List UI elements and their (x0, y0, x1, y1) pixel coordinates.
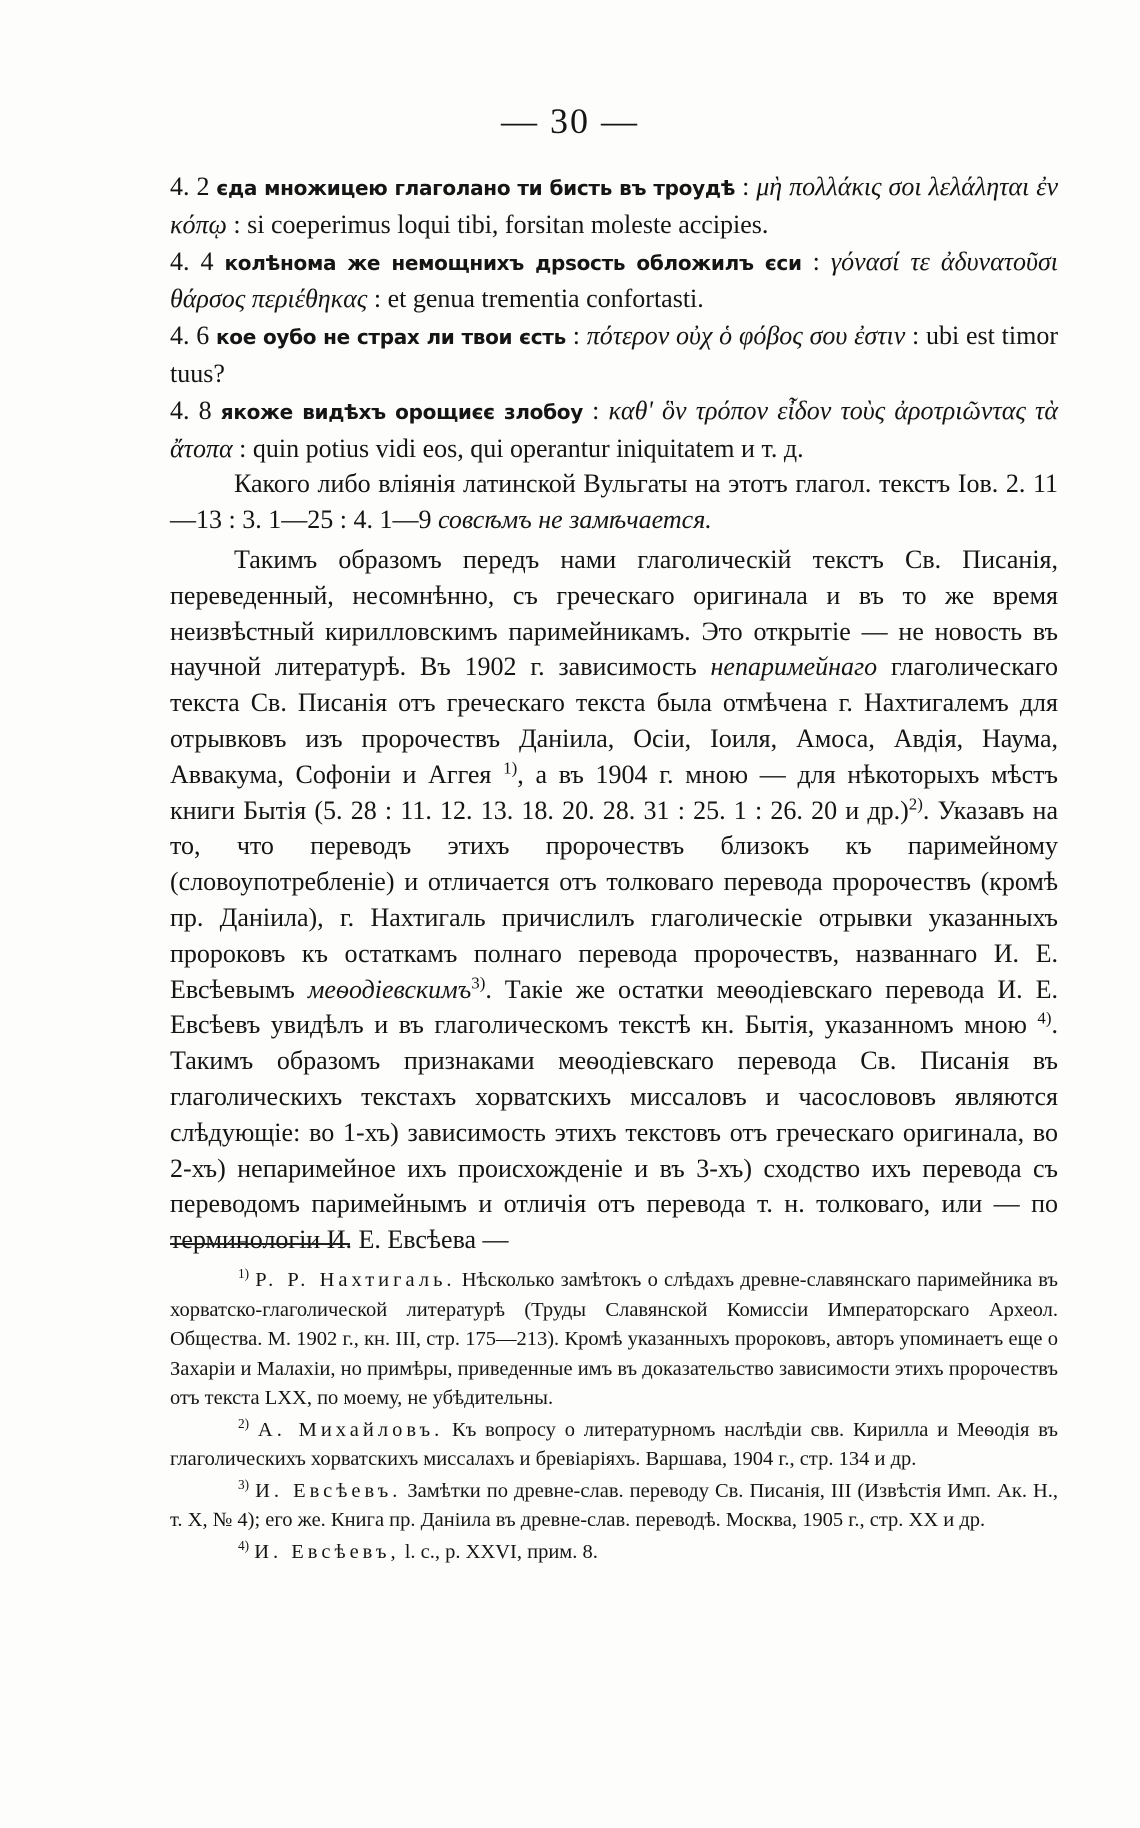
latin-text: et genua trementia confortasti. (387, 284, 704, 314)
latin-text: si coeperimus loqui tibi, forsitan moleste accipies. (247, 209, 769, 239)
slavonic-text: кое оубо не страх ли твои єсть (216, 325, 566, 350)
footnote-ref-2: 2) (908, 793, 923, 813)
slavonic-text: єда множицею глаголано ти бисть въ троудѣ (216, 176, 736, 200)
footnote-2: $^{2)}$ А. Михайловъ. Къ вопросу о литературномъ наслѣдіи свв. Кирилла и Меѳодія въ глаголическихъ хорватскихъ миссалахъ и бревіаріяхъ. Варшава, 1904 г., стр. 134 и др. (170, 1415, 1059, 1470)
greek-text: γόνασί τε ἀδυνατοῦσι θάρσος περιέθηκας (170, 246, 1059, 314)
main-text (170, 168, 1058, 1258)
verse-ref: 4. 2 (170, 172, 210, 201)
footnote-4: $^{4)}$ И. Евсѣевъ, l. c., p. XXVI, прим. 8. (238, 1537, 598, 1563)
paragraph-main: Такимъ образомъ передъ нами глаголическій текстъ Св. Писанія, переведенный, несомнѣнно, съ греческаго оригинала и въ то же время неизвѣстный кирилловскимъ паримейникамъ. Это открытіе — не новость въ научной литературѣ. Въ 1902 г. зависимость непаримейнаго глаголическаго текста Св. Писанія отъ греческаго текста была отмѣчена г. Нахтигалемъ для отрывковъ изъ пророчествъ Даніила, Осіи, Іоиля, Амоса, Авдія, Наума, Аввакума, Софоніи и Аггея $^{1)}$, а въ 1904 г. мною — для нѣкоторыхъ мѣстъ книги Бытія (5. 28 : 11. 12. 13. 18. 20. 28. 31 : 25. 1 : 26. 20 и др.)$^{2)}$. Указавъ на то, что переводъ этихъ пророчествъ близокъ къ паримейному (словоупотребленіе) и отличается отъ толковаго перевода пророчествъ (кромѣ пр. Даніила), г. Нахтигаль причислилъ глаголическіе отрывки указанныхъ пророковъ къ остаткамъ полнаго перевода пророчествъ, названнаго И. Е. Евсѣевымъ меѳодіевскимъ$^{3)}$. Такіе же остатки меѳодіевскаго перевода И. Е. Евсѣевъ увидѣлъ и въ глаголическомъ текстѣ кн. Бытія, указанномъ мною $^{4)}$. Такимъ образомъ признаками меѳодіевскаго перевода Св. Писанія въ глаголическихъ текстахъ хорватскихъ миссаловъ и часослововъ являются слѣдующіе: во 1-хъ) зависимость этихъ текстовъ отъ греческаго оригинала, во 2-хъ) непаримейное ихъ происхожденіе и въ 3-хъ) сходство ихъ перевода съ переводомъ паримейнымъ и отличія отъ перевода т. н. толковаго, или — по терминологіи И. Е. Евсѣева — (170, 544, 1058, 1255)
footnote-ref-4: 4) (1037, 1008, 1052, 1028)
quote-4-6: 4. 6 кое оубо не страх ли твои єсть : πότερον οὐχ ὁ φόβος σου ἐστιν : ubi est timor tuus? (170, 321, 1058, 388)
greek-text: πότερον οὐχ ὁ φόβος σου ἐστιν (586, 321, 906, 351)
latin-text: quin potius vidi eos, qui operantur iniquitatem (252, 433, 735, 463)
slavonic-text: якоже видѣхъ орощиєє злобоу (220, 399, 583, 424)
footnote-ref-1: 1) (503, 758, 518, 778)
verse-ref: 4. 6 (170, 321, 210, 351)
quote-4-2: 4. 2 єда множицею глаголано ти бисть въ троудѣ : μὴ πολλάκις σοι λελάληται ἐν κόπῳ : si coeperimus loqui tibi, forsitan moleste accipies. (170, 172, 1059, 239)
latin-text: ubi est timor tuus? (170, 321, 1058, 388)
slavonic-text: колѣнома же немощнихъ дрѕость обложилъ єси (224, 250, 802, 275)
footnotes (170, 1266, 1058, 1569)
verse-ref: 4. 4 (170, 246, 214, 276)
quote-4-8: 4. 8 якоже видѣхъ орощиєє злобоу : καθ' ὃν τρόπον εἶδον τοὺς ἀροτριῶντας τὰ ἄτοπα : quin potius vidi eos, qui operantur iniquitatem и т. д. (170, 395, 1058, 463)
greek-text: μὴ πολλάκις σοι λελάληται ἐν κόπῳ (170, 172, 1059, 239)
footnote-ref-3: 3) (471, 972, 486, 992)
page-number: — 30 — (501, 101, 639, 141)
quote-4-4: 4. 4 колѣнома же немощнихъ дрѕость обложилъ єси : γόνασί τε ἀδυνατοῦσι θάρσος περιέθηκας : et genua trementia confortasti. (170, 246, 1059, 314)
paragraph-vulgate: Какого либо вліянія латинской Вульгаты на этотъ глагол. текстъ Іов. 2. 11—13 : 3. 1—25 : 4. 1—9 совсѣмъ не замѣчается. (170, 469, 1058, 535)
footnote-divider (170, 1243, 350, 1245)
footnote-1: $^{1)}$ Р. Р. Нахтигаль. Нѣсколько замѣтокъ о слѣдахъ древне-славянскаго паримейника въ хорватско-глаголической литературѣ (Труды Славянской Комиссіи Императорскаго Археол. Общества. М. 1902 г., кн. III, стр. 175—213). Кромѣ указанныхъ пророковъ, авторъ упоминаетъ еще о Захаріи и Малахіи, но примѣры, приведенные имъ въ доказательство зависимости этихъ пророчествъ отъ текста LXX, по моему, не убѣдительны. (170, 1266, 1058, 1409)
quote-tail: и т. д. (734, 433, 804, 463)
greek-text: καθ' ὃν τρόπον εἶδον τοὺς ἀροτριῶντας τὰ ἄτοπα (170, 395, 1058, 463)
verse-ref: 4. 8 (170, 395, 212, 425)
footnote-3: $^{3)}$ И. Евсѣевъ. Замѣтки по древне-слав. переводу Св. Писанія, III (Извѣстія Имп. Ак. Н., т. X, № 4); его же. Книга пр. Даніила въ древне-слав. переводѣ. Москва, 1905 г., стр. XX и др. (170, 1476, 1059, 1531)
